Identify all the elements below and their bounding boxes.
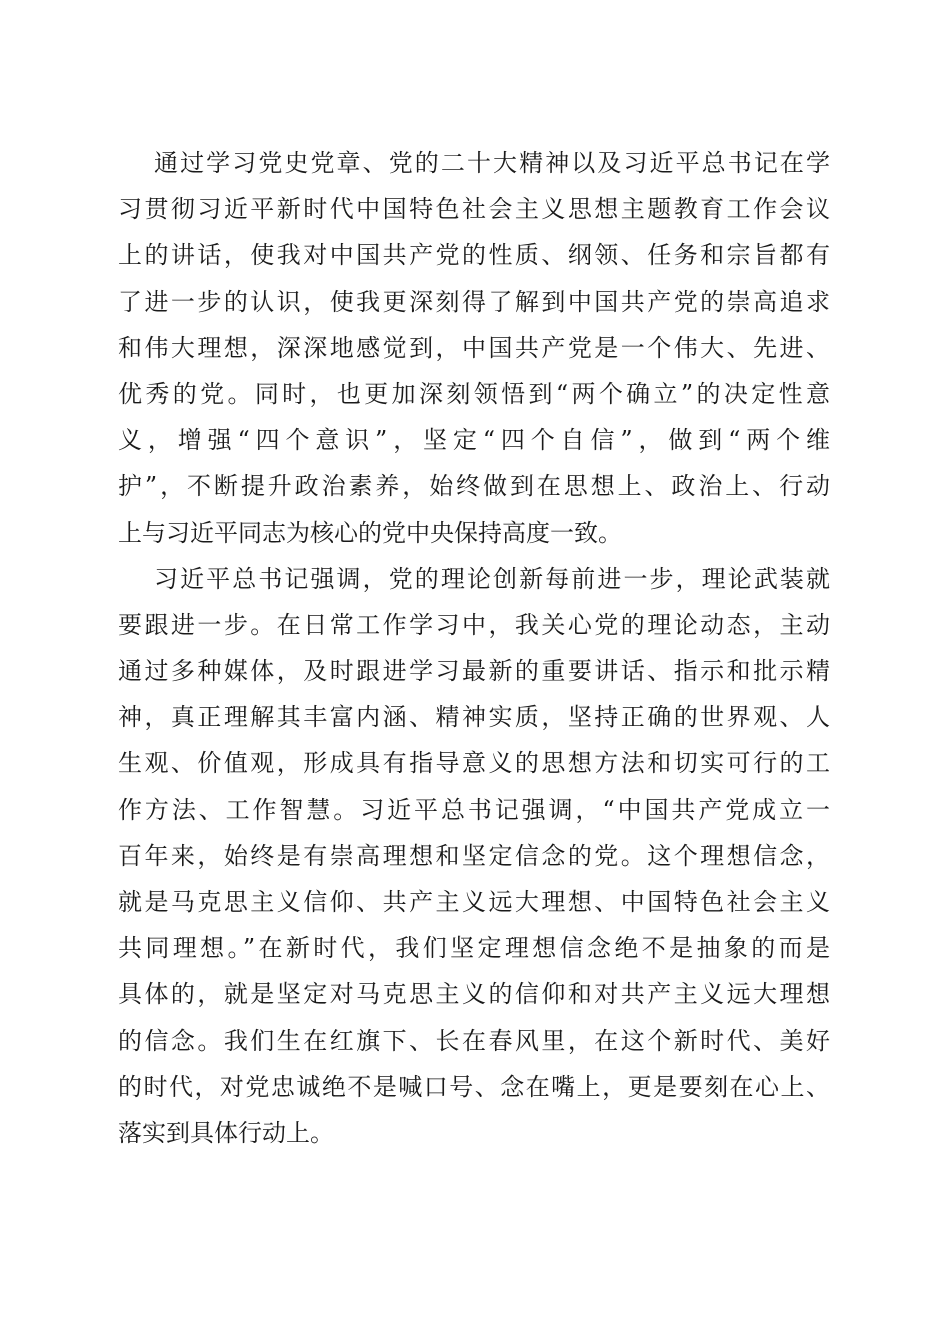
text-line: 上与习近平同志为核心的党中央保持高度一致。 xyxy=(118,518,622,547)
text-line: 通过学习党史党章、党的二十大精神以及习近平总书记在学 xyxy=(154,149,830,177)
text-line: 习贯彻习近平新时代中国特色社会主义思想主题教育工作会议 xyxy=(118,195,830,224)
text-line: 生观、价值观，形成具有指导意义的思想方法和切实可行的工 xyxy=(118,749,830,778)
paragraph-1 xyxy=(118,140,830,556)
text-line: 上的讲话，使我对中国共产党的性质、纲领、任务和宗旨都有 xyxy=(118,241,830,270)
text-line: 作方法、工作智慧。习近平总书记强调，“中国共产党成立一 xyxy=(118,795,830,824)
text-line: 了进一步的认识，使我更深刻得了解到中国共产党的崇高追求 xyxy=(118,287,830,316)
text-line: 神，真正理解其丰富内涵、精神实质，坚持正确的世界观、人 xyxy=(118,703,830,732)
text-line: 护”，不断提升政治素养，始终做到在思想上、政治上、行动 xyxy=(118,472,830,501)
text-line: 落实到具体行动上。 xyxy=(118,1118,334,1147)
text-line: 就是马克思主义信仰、共产主义远大理想、中国特色社会主义 xyxy=(118,888,830,916)
text-line: 共同理想。”在新时代，我们坚定理想信念绝不是抽象的而是 xyxy=(118,934,830,963)
text-line: 的信念。我们生在红旗下、长在春风里，在这个新时代、美好 xyxy=(118,1026,830,1055)
text-line: 通过多种媒体，及时跟进学习最新的重要讲话、指示和批示精 xyxy=(118,657,830,686)
text-line: 的时代，对党忠诚绝不是喊口号、念在嘴上，更是要刻在心上、 xyxy=(118,1072,830,1101)
text-line: 要跟进一步。在日常工作学习中，我关心党的理论动态，主动 xyxy=(118,610,830,639)
text-line: 具体的，就是坚定对马克思主义的信仰和对共产主义远大理想 xyxy=(118,980,830,1009)
text-line: 和伟大理想，深深地感觉到，中国共产党是一个伟大、先进、 xyxy=(118,333,830,362)
document-body xyxy=(118,140,830,1156)
text-line: 义，增强“四个意识”，坚定“四个自信”，做到“两个维 xyxy=(118,426,830,455)
text-line: 百年来，始终是有崇高理想和坚定信念的党。这个理想信念， xyxy=(118,841,830,870)
text-line: 习近平总书记强调，党的理论创新每前进一步，理论武装就 xyxy=(154,564,830,593)
text-line: 优秀的党。同时，也更加深刻领悟到“两个确立”的决定性意 xyxy=(118,379,830,408)
paragraph-2 xyxy=(118,556,830,1156)
